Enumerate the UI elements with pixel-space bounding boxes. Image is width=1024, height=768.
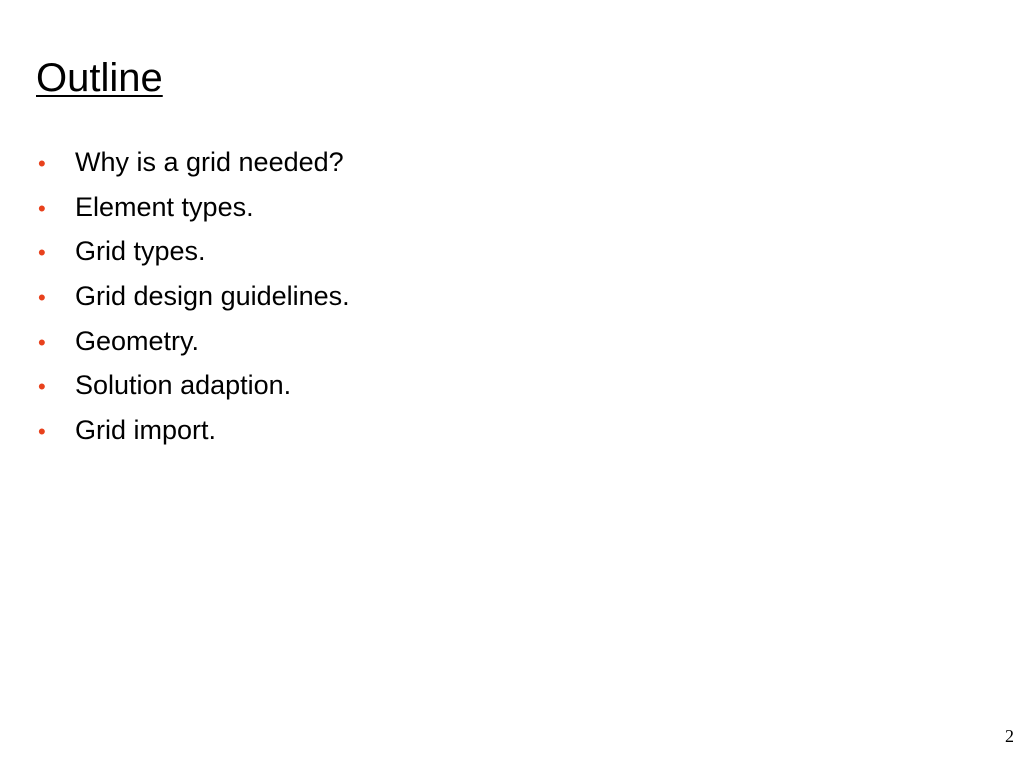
list-item	[36, 276, 350, 321]
list-item-text: Solution adaption.	[75, 370, 292, 401]
list-item	[36, 365, 350, 410]
list-item-text: Grid design guidelines.	[75, 281, 350, 312]
list-item	[36, 410, 350, 455]
bullet-dot-icon: •	[38, 329, 46, 355]
page-number: 2	[1005, 726, 1014, 746]
slide-title: Outline	[36, 56, 163, 100]
list-item-text: Geometry.	[75, 325, 200, 356]
bullet-dot-icon: •	[38, 374, 46, 400]
bullet-dot-icon: •	[38, 195, 46, 221]
list-item-text: Grid import.	[75, 415, 217, 446]
bullet-dot-icon: •	[38, 419, 46, 445]
list-item	[36, 187, 350, 232]
list-item	[36, 231, 350, 276]
list-item-text: Why is a grid needed?	[75, 147, 344, 177]
bullet-list	[36, 142, 350, 455]
list-item-text: Element types.	[75, 191, 254, 222]
list-item	[36, 142, 350, 187]
bullet-dot-icon: •	[38, 151, 46, 176]
list-item	[36, 321, 350, 366]
bullet-dot-icon: •	[38, 285, 46, 311]
bullet-dot-icon: •	[38, 240, 46, 266]
list-item-text: Grid types.	[75, 236, 206, 267]
